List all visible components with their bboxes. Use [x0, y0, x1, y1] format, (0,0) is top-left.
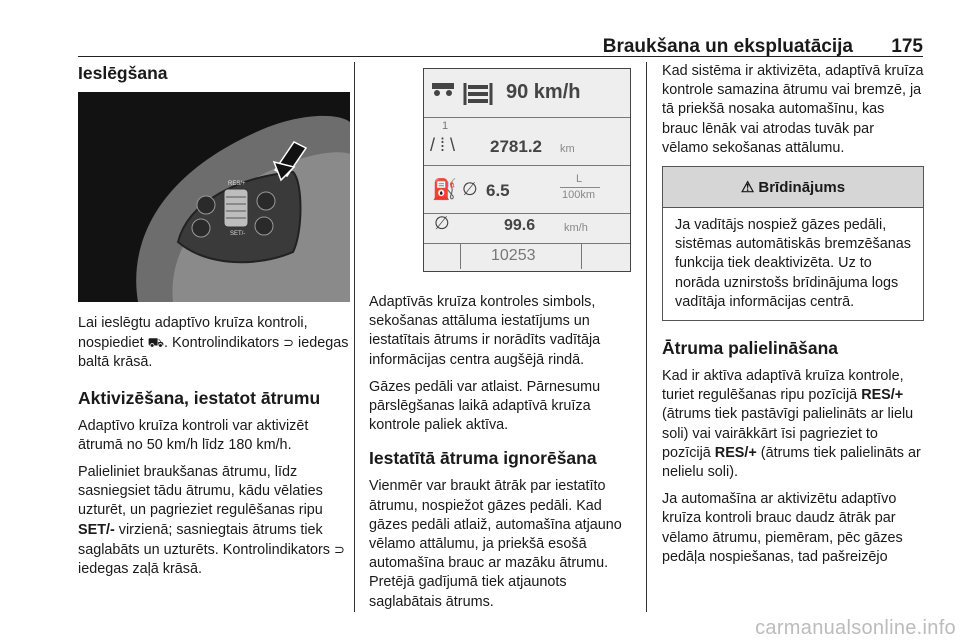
- average-icon: ∅: [434, 213, 450, 233]
- avg-speed-unit: km/h: [564, 222, 588, 234]
- heading-override: Iestatītā ātruma ignorēšana: [369, 448, 597, 469]
- total-odometer-value: 10253: [491, 247, 536, 264]
- control-indicator-icon: ⊃: [283, 335, 295, 351]
- watermark: carmanualsonline.info: [755, 617, 956, 639]
- paragraph-activate-range: Adaptīvo kruīza kontroli var aktivizēt ātrumā no 50 km/h līdz 180 km/h.: [78, 417, 309, 453]
- display-avg-speed-row: [424, 213, 630, 244]
- paragraph-activate-set: Palieliniet braukšanas ātrumu, līdz sasniegsiet tādu ātrumu, kādu vēlaties uzturēt, un pagrieziet regulēšanas ripu SET/- virzienā; sasniegtais ātrums tiek saglabāts un uzturēts. Kontrolindikators ⊃ iedegas zaļā krāsā.: [78, 464, 345, 578]
- warning-header: [663, 167, 923, 208]
- res-label: RES/+: [228, 181, 246, 187]
- display-total-row: [460, 243, 582, 269]
- column-middle: [369, 62, 635, 620]
- set-label: SET/-: [230, 231, 246, 237]
- display-top-row: [424, 69, 630, 118]
- page-number: 175: [891, 36, 923, 57]
- display-odometer-row: [424, 117, 630, 166]
- set-speed-value: 90 km/h: [506, 81, 581, 103]
- acc-button-icon: ⛟: [147, 335, 164, 351]
- column-left: [78, 62, 350, 587]
- paragraph-speed-increase: Kad ir aktīva adaptīvā kruīza kontrole, turiet regulēšanas ripu pozīcijā RES/+ (ātrums tiek pastāvīgi palielināts ar lielu soli) vai vairākkārt īsi pagrieziet to pozīcijā RES/+ (ātrums tiek palielināts ar nelielu soli).: [662, 368, 921, 481]
- warning-text: Ja vadītājs nospiež gāzes pedāli, sistēmas automātiskās bremzēšanas funkcija tiek deaktivizēta. Uz to norāda uznirstošs brīdinājuma logs vadītāja informācijas centrā.: [675, 217, 911, 310]
- avg-speed-value: 99.6: [504, 217, 536, 234]
- steering-wheel-figure: [78, 92, 350, 302]
- warning-box: [662, 166, 924, 321]
- warning-title: Brīdinājums: [758, 178, 846, 196]
- average-icon: ∅: [462, 179, 478, 199]
- paragraph-gas-pedal: Gāzes pedāli var atlaist. Pārnesumu pārslēgšanas laikā adaptīvā kruīza kontrole paliek aktīva.: [369, 378, 601, 434]
- page-header: [78, 36, 923, 57]
- column-divider: [646, 62, 647, 612]
- paragraph-automatic: Ja automašīna ar aktivizētu adaptīvo kruīza kontroli brauc daudz ātrāk par vēlamo ātrumu, piemēram, pēc gāzes pedāļa nospiešanas, tad pašreizējo: [662, 491, 903, 565]
- section-title: Braukšana un ekspluatācija: [602, 36, 853, 57]
- figure-caption: Adaptīvās kruīza kontroles simbols, sekošanas attāluma iestatījums un iestatītais ātrums ir norādīts vadītāja informācijas centra augšējā rindā.: [369, 294, 601, 368]
- display-consumption-row: [424, 165, 630, 214]
- fraction-line: [560, 187, 600, 188]
- odometer-value: 2781.2: [490, 137, 542, 156]
- odometer-unit: km: [560, 143, 575, 155]
- column-divider: [354, 62, 355, 612]
- paragraph-override: Vienmēr var braukt ātrāk par iestatīto ātrumu, nospiežot gāzes pedāli. Kad gāzes pedāli atlaiž, automašīna atjauno vēlamo attālumu, ja priekšā esošā automašīna brauc ar mazāku ātrumu. Pretējā gadījumā tiek atjaunots saglabātais ātrums.: [369, 478, 622, 610]
- acc-status-icon: [428, 75, 498, 115]
- control-indicator-icon: ⊃: [333, 541, 345, 557]
- warning-triangle-icon: ⚠: [740, 179, 755, 197]
- heading-activate: Aktivizēšana, iestatot ātrumu: [78, 387, 321, 408]
- driver-info-display-figure: [419, 62, 632, 275]
- consumption-unit-bottom: 100km: [562, 189, 596, 201]
- consumption-value: 6.5: [486, 181, 510, 200]
- heading-speed-increase: Ātruma palielināšana: [662, 338, 839, 359]
- column-right: [662, 62, 924, 575]
- fuel-pump-icon: ⛽: [432, 179, 457, 201]
- paragraph-system-active: Kad sistēma ir aktivizēta, adaptīvā kruīza kontrole samazina ātrumu vai bremzē, ja tā priekšā nosaka automašīnu, kas brauc lēnāk vai atrodas tuvāk par vēlamo sekošanas attālumu.: [662, 63, 924, 156]
- consumption-unit-top: L: [576, 173, 583, 185]
- heading-switch-on: Ieslēgšana: [78, 63, 168, 83]
- paragraph-switch-on: Lai ieslēgtu adaptīvo kruīza kontroli, nospiediet ⛟. Kontrolindikators ⊃ iedegas baltā krāsā.: [78, 315, 349, 371]
- road-icon: / ⁞ \: [430, 135, 456, 155]
- steering-wheel-illustration: [78, 92, 350, 302]
- trip-index: 1: [442, 120, 449, 132]
